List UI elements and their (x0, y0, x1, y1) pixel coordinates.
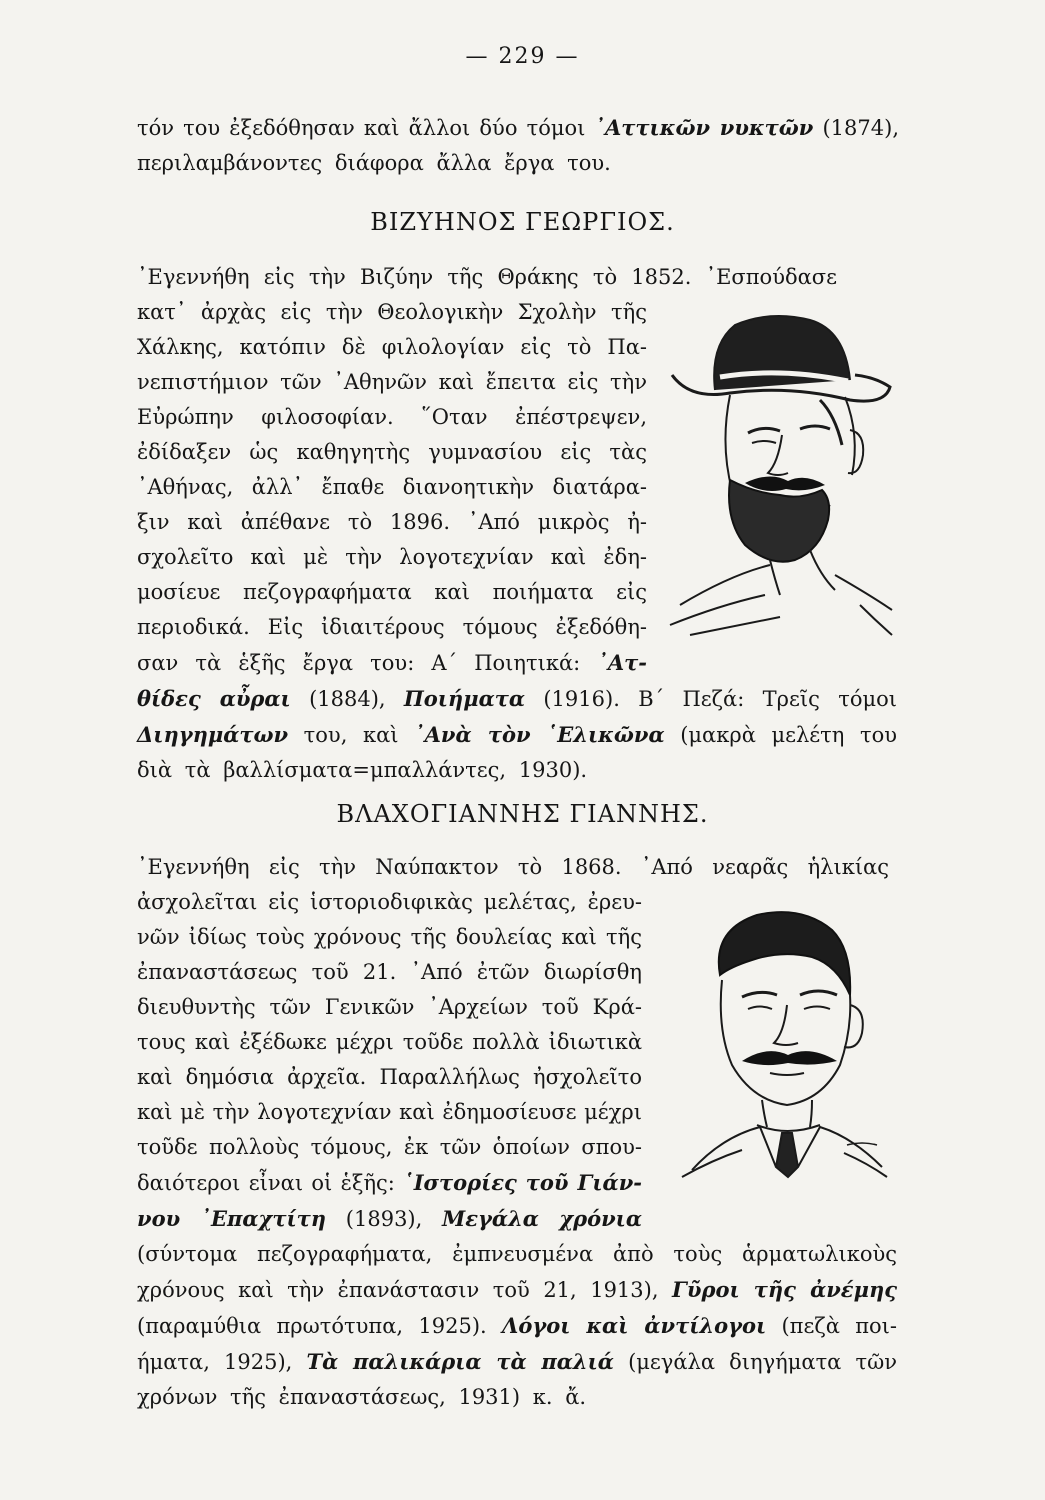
bold-title: ῾Ιστορίες τοῦ Γιάν- (403, 1170, 642, 1195)
text-line: περιοδικά. Εἰς ἰδιαιτέρους τόμους ἐξεδόθη- (137, 615, 647, 639)
bold-title: Λόγοι καὶ ἀντίλογοι (502, 1313, 767, 1338)
text-line: διευθυντὴς τῶν Γενικῶν ᾿Αρχείων τοῦ Κρά- (137, 995, 642, 1019)
text-line: (παραμύθια πρωτότυπα, 1925). Λόγοι καὶ ἀντίλογοι (πεζὰ ποι- (137, 1313, 897, 1338)
text-line: (σύντομα πεζογραφήματα, ἐμπνευσμένα ἀπὸ τοὺς ἁρματωλικοὺς (137, 1242, 897, 1266)
bold-title: Γῦροι τῆς ἀνέμης (672, 1277, 897, 1302)
text-line: ἐπαναστάσεως τοῦ 21. ᾿Από ἐτῶν διωρίσθη (137, 960, 642, 984)
text-line: τοῦδε πολλοὺς τόμους, ἐκ τῶν ὁποίων σπου- (137, 1135, 642, 1159)
text-line: κατ᾿ ἀρχὰς εἰς τὴν Θεολογικὴν Σχολὴν τῆς (137, 300, 647, 324)
text-line: καὶ δημόσια ἀρχεῖα. Παραλλήλως ἠσχολεῖτο (137, 1065, 642, 1089)
text-line: νου ᾿Επαχτίτη (1893), Μεγάλα χρόνια (137, 1206, 642, 1231)
text-line: Εὐρώπην φιλοσοφίαν. ῞Οταν ἐπέστρεψεν, (137, 405, 647, 429)
text-line: ᾿Εγεννήθη εἰς τὴν Βιζύην τῆς Θράκης τὸ 1852. ᾿Εσπούδασε (137, 265, 837, 289)
text-line: μοσίευε πεζογραφήματα καὶ ποιήματα εἰς (137, 580, 647, 604)
text-line: διὰ τὰ βαλλίσματα=μπαλλάντες, 1930). (137, 758, 588, 782)
portrait-vlachogiannis-drawing (672, 905, 897, 1180)
portrait-vizyinos (660, 305, 895, 645)
bold-title: Μεγάλα χρόνια (442, 1206, 642, 1231)
bold-title: Τὰ παλικάρια τὰ παλιά (306, 1349, 614, 1374)
section-heading-vlachogiannis: ΒΛΑΧΟΓΙΑΝΝΗΣ ΓΙΑΝΝΗΣ. (336, 800, 709, 828)
text-line: περιλαμβάνοντες διάφορα ἄλλα ἔργα του. (137, 151, 611, 175)
text-line: τόν του ἐξεδόθησαν καὶ ἄλλοι δύο τόμοι ᾿Αττικῶν νυκτῶν (1874), (137, 115, 899, 140)
text-line: σαν τὰ ἑξῆς ἔργα του: Α΄ Ποιητικά: ᾿Ατ- (137, 650, 647, 675)
bold-title: ᾿Ανὰ τὸν ῾Ελικῶνα (414, 722, 665, 747)
text-line: χρόνων τῆς ἐπαναστάσεως, 1931) κ. ἄ. (137, 1385, 587, 1409)
bold-title: θίδες αὖραι (137, 686, 291, 711)
text-line: δαιότεροι εἶναι οἱ ἑξῆς: ῾Ιστορίες τοῦ Γιάν- (137, 1170, 642, 1195)
bold-title: ᾿Ατ- (597, 650, 647, 675)
text-line: ξιν καὶ ἀπέθανε τὸ 1896. ᾿Από μικρὸς ἠ- (137, 510, 647, 534)
text-line: τους καὶ ἐξέδωκε μέχρι τοῦδε πολλὰ ἰδιωτικὰ (137, 1030, 642, 1054)
text-line: ᾿Εγεννήθη εἰς τὴν Ναύπακτον τὸ 1868. ᾿Από νεαρᾶς ἡλικίας (137, 855, 889, 879)
text-line: ήματα, 1925), Τὰ παλικάρια τὰ παλιά (μεγάλα διηγήματα τῶν (137, 1349, 897, 1374)
text-line: χρόνους καὶ τὴν ἐπανάστασιν τοῦ 21, 1913), Γῦροι τῆς ἀνέμης (137, 1277, 897, 1302)
portrait-vizyinos-drawing (660, 305, 895, 645)
text-line: σχολεῖτο καὶ μὲ τὴν λογοτεχνίαν καὶ ἐδη- (137, 545, 647, 569)
bold-title: Διηγημάτων (137, 722, 289, 747)
page-number: — 229 — (465, 44, 580, 69)
bold-title: Ποιήματα (403, 686, 526, 711)
text-line: θίδες αὖραι (1884), Ποιήματα (1916). Β΄ Πεζά: Τρεῖς τόμοι (137, 686, 897, 711)
text-line: ἀσχολεῖται εἰς ἱστοριοδιφικὰς μελέτας, ἐρευ- (137, 890, 642, 914)
text-line: νῶν ἰδίως τοὺς χρόνους τῆς δουλείας καὶ τῆς (137, 925, 642, 949)
intro-paragraph (137, 110, 899, 181)
bold-title: ᾿Αττικῶν νυκτῶν (594, 115, 814, 140)
text-line: καὶ μὲ τὴν λογοτεχνίαν καὶ ἐδημοσίευσε μέχρι (137, 1100, 642, 1124)
bold-title: νου ᾿Επαχτίτη (137, 1206, 327, 1231)
portrait-vlachogiannis (672, 905, 897, 1180)
text-line: Διηγημάτων του, καὶ ᾿Ανὰ τὸν ῾Ελικῶνα (μακρὰ μελέτη του (137, 722, 897, 747)
text-line: ᾿Αθήνας, ἀλλ᾿ ἔπαθε διανοητικὴν διατάρα- (137, 475, 647, 499)
text-line: ἐδίδαξεν ὡς καθηγητὴς γυμνασίου εἰς τὰς (137, 440, 647, 464)
text-line: νεπιστήμιον τῶν ᾿Αθηνῶν καὶ ἔπειτα εἰς τὴν (137, 370, 647, 394)
text-line: Χάλκης, κατόπιν δὲ φιλολογίαν εἰς τὸ Πα- (137, 335, 647, 359)
section-heading-vizyinos: ΒΙΖΥΗΝΟΣ ΓΕΩΡΓΙΟΣ. (370, 208, 675, 236)
